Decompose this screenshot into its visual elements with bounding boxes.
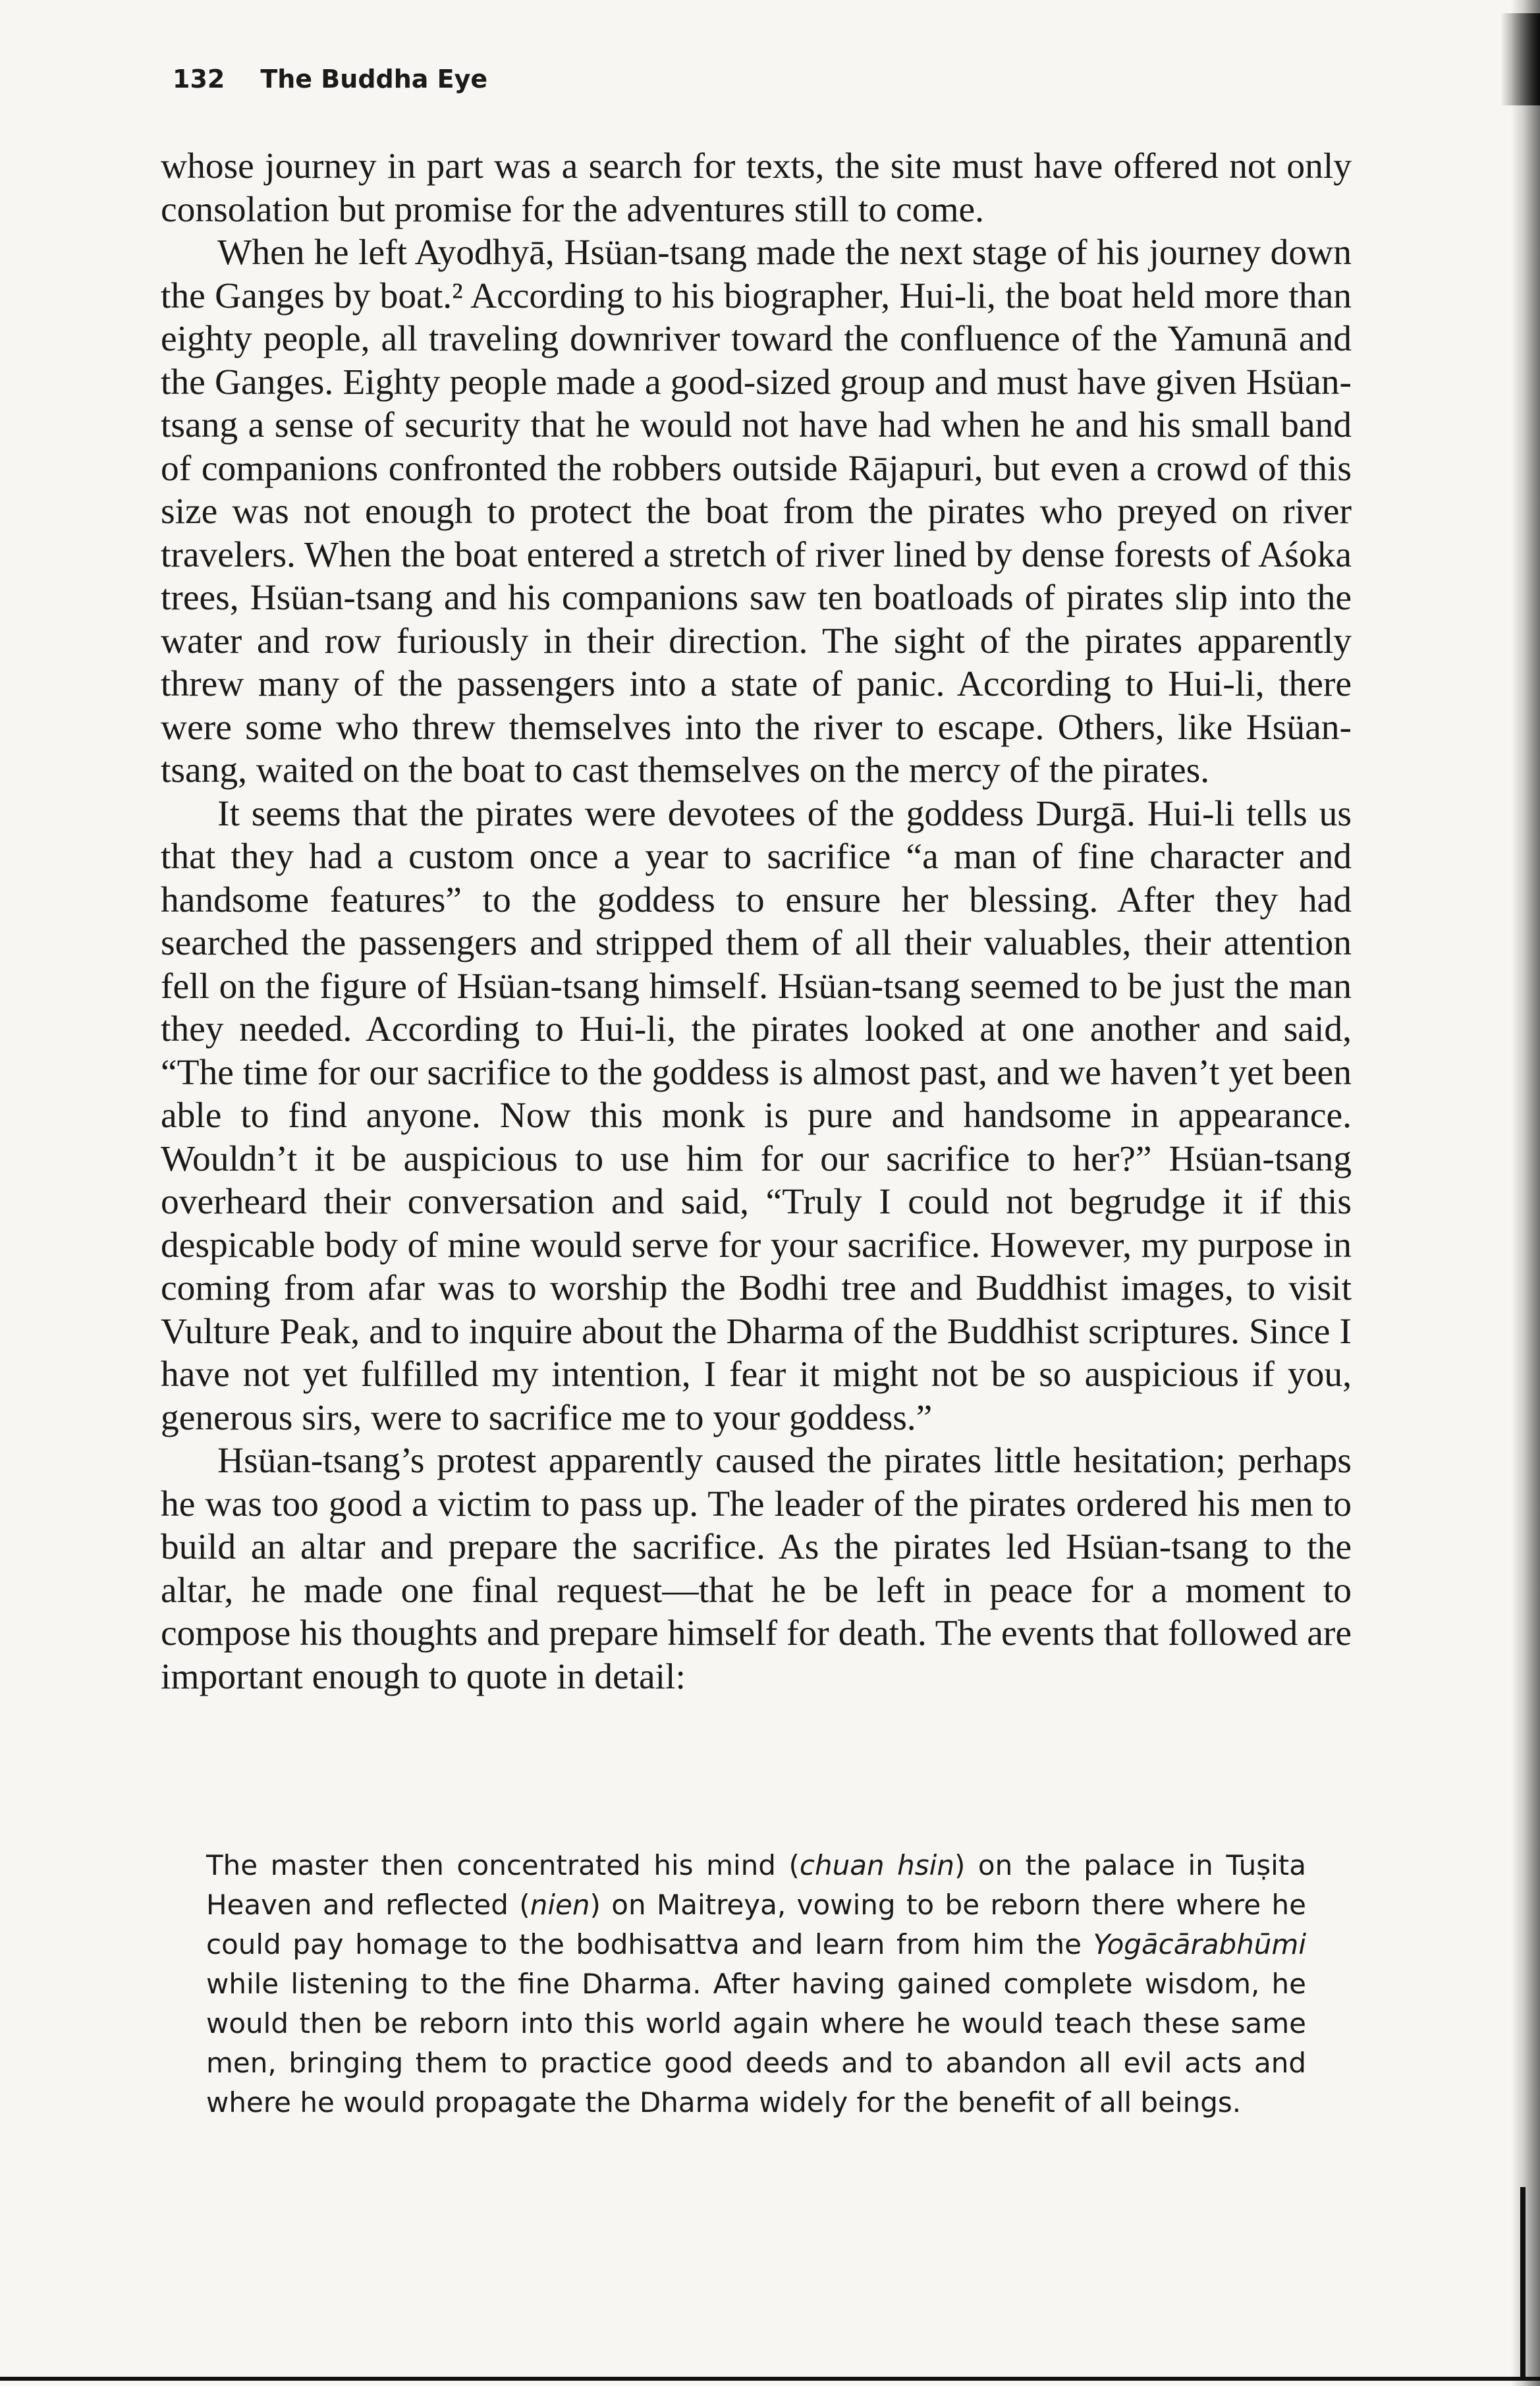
paragraph-continued: whose journey in part was a search for texts, the site must have offered not only consolation but promise for the adventures still to come.: [161, 146, 1352, 230]
quote-text: while listening to the fine Dharma. After having gained complete wisdom, he would then be reborn into this world again where he would teach these same men, bringing them to practice good deeds and to abandon all evil acts and where he would propagate the Dharma widely for the benefit of all beings.: [206, 1968, 1306, 2119]
paragraph: When he left Ayodhyā, Hsüan-tsang made the next stage of his journey down the Ganges by boat.² According to his biographer, Hui-li, the boat held more than eighty people, all traveling downriver toward the confluence of the Yamunā and the Ganges. Eighty people made a good-sized group and must have given Hsüan-tsang a sense of security that he would not have had when he and his small band of companions confronted the robbers outside Rājapuri, but even a crowd of this size was not enough to protect the boat from the pirates who preyed on river travelers. When the boat entered a stretch of river lined by dense forests of Aśoka trees, Hsüan-tsang and his companions saw ten boatloads of pirates slip into the water and row furiously in their direction. The sight of the pirates apparently threw many of the passengers into a state of panic. According to Hui-li, there were some who threw themselves into the river to escape. Others, like Hsüan-tsang, waited on the boat to cast themselves on the mercy of the pirates.: [161, 233, 1352, 791]
quote-term: nien: [530, 1889, 590, 1921]
paragraph: It seems that the pirates were devotees of the goddess Durgā. Hui-li tells us that they had a custom once a year to sacrifice “a man of fine character and handsome features” to the goddess to ensure her blessing. After they had searched the passengers and stripped them of all their valuables, their attention fell on the figure of Hsüan-tsang himself. Hsüan-tsang seemed to be just the man they needed. According to Hui-li, the pirates looked at one another and said, “The time for our sacrifice to the goddess is almost past, and we haven’t yet been able to find anyone. Now this monk is pure and handsome in appearance. Wouldn’t it be auspicious to use him for our sacrifice to her?” Hsüan-tsang overheard their conversation and said, “Truly I could not begrudge it if this despicable body of mine would serve for your sacrifice. However, my purpose in coming from afar was to worship the Bodhi tree and Buddhist images, to visit Vulture Peak, and to inquire about the Dharma of the Buddhist scriptures. Since I have not yet fulfilled my intention, I fear it might not be so auspicious if you, generous sirs, were to sacrifice me to your goddess.”: [161, 793, 1352, 1438]
binding-mark-bottom: [1520, 2187, 1526, 2378]
quote-text: The master then concentrated his mind (: [206, 1849, 800, 1881]
block-quote: [206, 1846, 1306, 2122]
running-head: [173, 65, 487, 94]
paragraph: Hsüan-tsang’s protest apparently caused the pirates little hesitation; perhaps he was too good a victim to pass up. The leader of the pirates ordered his men to build an altar and prepare the sacrifice. As the pirates led Hsüan-tsang to the altar, he made one final request—that he be left in peace for a moment to compose his thoughts and prepare himself for death. The events that followed are important enough to quote in detail:: [161, 1441, 1352, 1697]
quote-text: ) on the palace in Tuṣita Heaven and reflected (: [206, 1849, 1307, 1921]
book-title: The Buddha Eye: [260, 65, 488, 94]
quote-paragraph: [206, 1846, 1306, 2122]
page-edge-shadow: [1511, 0, 1540, 2386]
quote-term: chuan hsin: [799, 1849, 954, 1881]
binding-mark-top: [1500, 13, 1540, 105]
quote-term: Yogācārabhūmi: [1093, 1928, 1306, 1960]
quote-text: ) on Maitreya, vowing to be reborn there where he could pay homage to the bodhisattva and learn from him the: [206, 1889, 1306, 1960]
page-number: 132: [173, 65, 225, 94]
scan-bottom-edge: [0, 2377, 1540, 2381]
body-text: [161, 145, 1352, 1698]
